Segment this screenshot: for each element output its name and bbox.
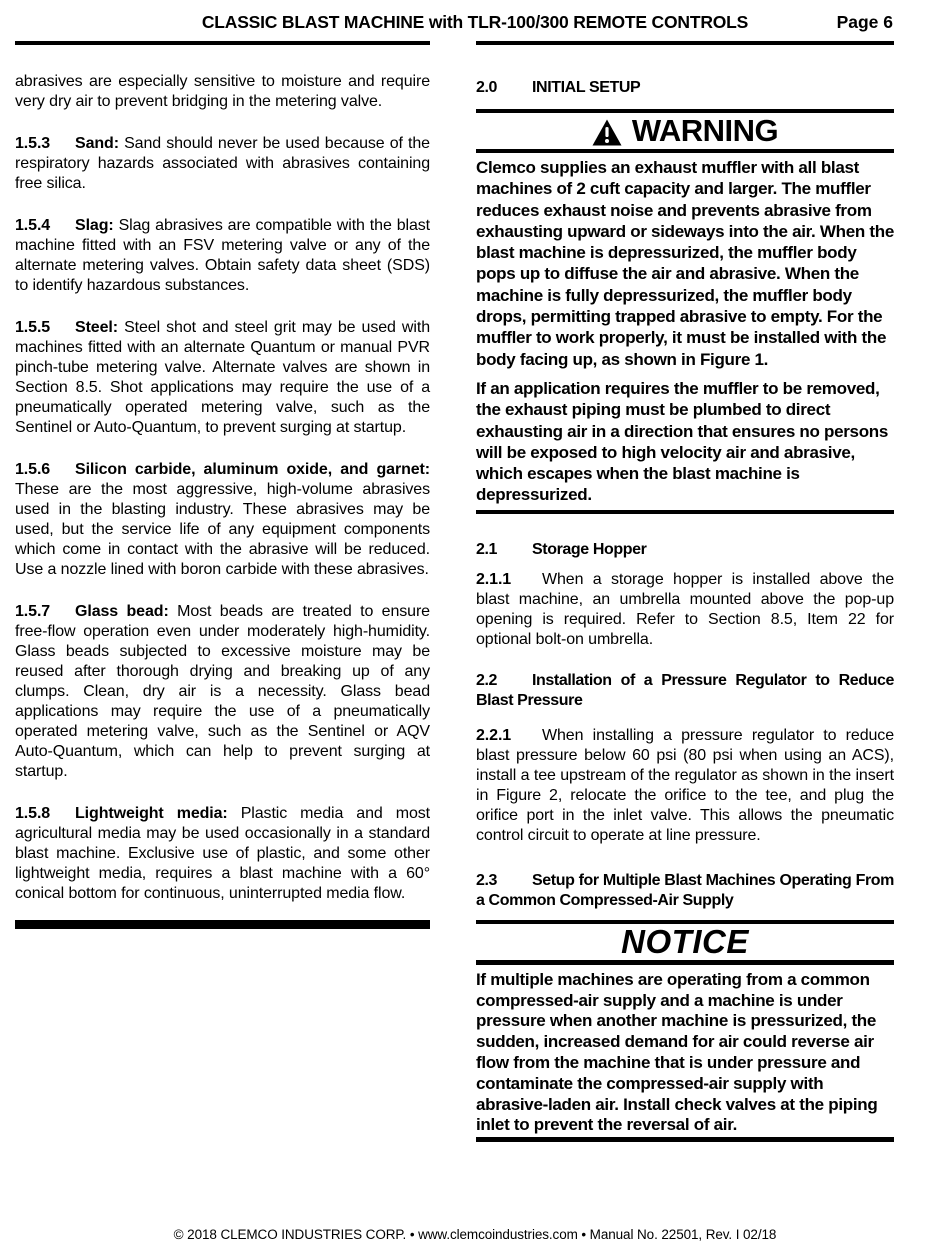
section-1-5-8 (15, 804, 430, 904)
paragraph-2-2-1 (476, 726, 894, 846)
section-number: 2.3 (476, 871, 498, 889)
section-title: Sand: (75, 135, 119, 152)
section-1-5-3 (15, 134, 430, 194)
right-column (476, 41, 894, 1142)
section-title: Lightweight media: (75, 805, 228, 822)
section-title: Glass bead: (75, 603, 169, 620)
section-title: Steel: (75, 319, 118, 336)
paragraph-number: 2.2.1 (476, 726, 512, 744)
header-rule-right (476, 41, 894, 45)
footer-text: © 2018 CLEMCO INDUSTRIES CORP. • www.clemcoindustries.com • Manual No. 22501, Rev. I 02/18 (173, 1227, 777, 1242)
section-2-2-heading (476, 671, 894, 711)
page-number: Page 6 (836, 12, 893, 32)
section-number: 2.0 (476, 79, 498, 96)
section-number: 2.1 (476, 540, 498, 558)
paragraph-number: 2.1.1 (476, 570, 512, 588)
section-body: Plastic media and most agricultural media may be used occasionally in a standard blast machine. Exclusive use of plastic, and some other lightweight media, requires a blast machine with a 60° conical bottom for continuous, uninterrupted media flow. (15, 805, 430, 902)
paragraph-body: When a storage hopper is installed above the blast machine, an umbrella mounted above the pop-up opening is required. Refer to Section 8.5, Item 22 for optional bolt-on umbrella. (476, 570, 894, 648)
section-body: These are the most aggressive, high-volume abrasives used in the blasting industry. These abrasives may be used, but the service life of any equipment components which come in contact with the abrasive will be reduced. Use a nozzle lined with boron carbide with these abrasives. (15, 481, 430, 578)
section-2-0-heading (476, 78, 894, 98)
warning-triangle-icon (592, 119, 622, 146)
section-number: 1.5.4 (15, 217, 51, 234)
paragraph-body: When installing a pressure regulator to reduce blast pressure below 60 psi (80 psi when using an ACS), install a tee upstream of the regulator as shown in the insert in Figure 2, relocate the orifice to the tee, and plug the orifice port in the inlet valve. This allows the pneumatic control circuit to operate at line pressure. (476, 726, 894, 844)
section-number: 1.5.7 (15, 603, 51, 620)
warning-title-rule (476, 149, 894, 153)
section-1-5-7 (15, 602, 430, 782)
section-2-1-heading (476, 540, 894, 560)
section-2-3-heading (476, 871, 894, 911)
section-title: Storage Hopper (532, 540, 647, 558)
notice-title: NOTICE (621, 922, 749, 960)
section-title: Setup for Multiple Blast Machines Operating From a Common Compressed-Air Supply (476, 871, 894, 909)
warning-title (476, 113, 894, 149)
paragraph-2-1-1 (476, 570, 894, 650)
warning-bottom-rule (476, 510, 894, 514)
section-number: 1.5.6 (15, 461, 51, 478)
section-number: 1.5.5 (15, 319, 51, 336)
notice-title-rule (476, 960, 894, 965)
notice-box (476, 920, 894, 1142)
notice-paragraph: If multiple machines are operating from a common compressed-air supply and a machine is under pressure when another machine is pressurized, the sudden, increased demand for air could reverse air flow from the machine that is under pressure and contaminate the compressed-air supply with abrasive-laden air. Install check valves at the piping inlet to prevent the reversal of air. (476, 969, 878, 1135)
section-title: Installation of a Pressure Regulator to Reduce Blast Pressure (476, 671, 894, 709)
section-title: Silicon carbide, aluminum oxide, and garnet: (75, 461, 430, 478)
page-header (0, 0, 950, 41)
header-rule-left (15, 41, 430, 45)
left-column-end-bar (15, 920, 430, 929)
section-body: Most beads are treated to ensure free-flow operation even under moderately high-humidity. Glass beads subjected to excessive moisture may be reused after thorough drying and breaking up of any clumps. Clean, dry air is a necessity. Glass bead applications may require the use of a pneumatically operated metering valve, such as the Sentinel or AQV Auto-Quantum, which can help to prevent surging at startup. (15, 603, 430, 780)
warning-title-text: WARNING (631, 113, 779, 148)
document-title: CLASSIC BLAST MACHINE with TLR-100/300 REMOTE CONTROLS (201, 12, 749, 32)
section-body: Steel shot and steel grit may be used with machines fitted with an alternate Quantum or manual PVR pinch-tube metering valve. Alternate valves are shown in Section 8.5. Shot applications may require the use of a pneumatically operated metering valve, such as the Sentinel or Auto-Quantum, to prevent surging at startup. (15, 319, 430, 436)
section-1-5-6 (15, 460, 430, 580)
section-title: INITIAL SETUP (532, 79, 641, 96)
section-body: Sand should never be used because of the respiratory hazards associated with abrasives containing free silica. (15, 135, 430, 192)
section-1-5-4 (15, 216, 430, 296)
section-number: 1.5.8 (15, 805, 51, 822)
notice-bottom-rule (476, 1137, 894, 1142)
left-column (15, 41, 430, 1142)
section-title: Slag: (75, 217, 114, 234)
section-body: Slag abrasives are compatible with the blast machine fitted with an FSV metering valve or any of the alternate metering valves. Obtain safety data sheet (SDS) to identify hazardous substances. (15, 217, 430, 294)
warning-paragraph-2: If an application requires the muffler to be removed, the exhaust piping must be plumbed to direct exhausting air in a direction that ensures no persons will be exposed to high velocity air and abrasive, which escapes when the blast machine is depressurized. (476, 378, 889, 505)
page-footer (0, 1227, 950, 1242)
section-1-5-5 (15, 318, 430, 438)
page-body (0, 41, 950, 1142)
warning-box (476, 109, 894, 514)
section-number: 1.5.3 (15, 135, 51, 152)
section-number: 2.2 (476, 671, 498, 689)
warning-paragraph-1: Clemco supplies an exhaust muffler with all blast machines of 2 cuft capacity and larger. The muffler reduces exhaust noise and prevents abrasive from exhausting upward or sideways into the air. When the blast machine is depressurized, the muffler body pops up to diffuse the air and abrasive. When the machine is fully depressurized, the muffler body drops, permitting trapped abrasive to empty. For the muffler to work properly, it must be installed with the body facing up, as shown in Figure 1. (476, 158, 894, 369)
paragraph-abrasives-continuation: abrasives are especially sensitive to moisture and require very dry air to prevent bridging in the metering valve. (15, 73, 430, 110)
